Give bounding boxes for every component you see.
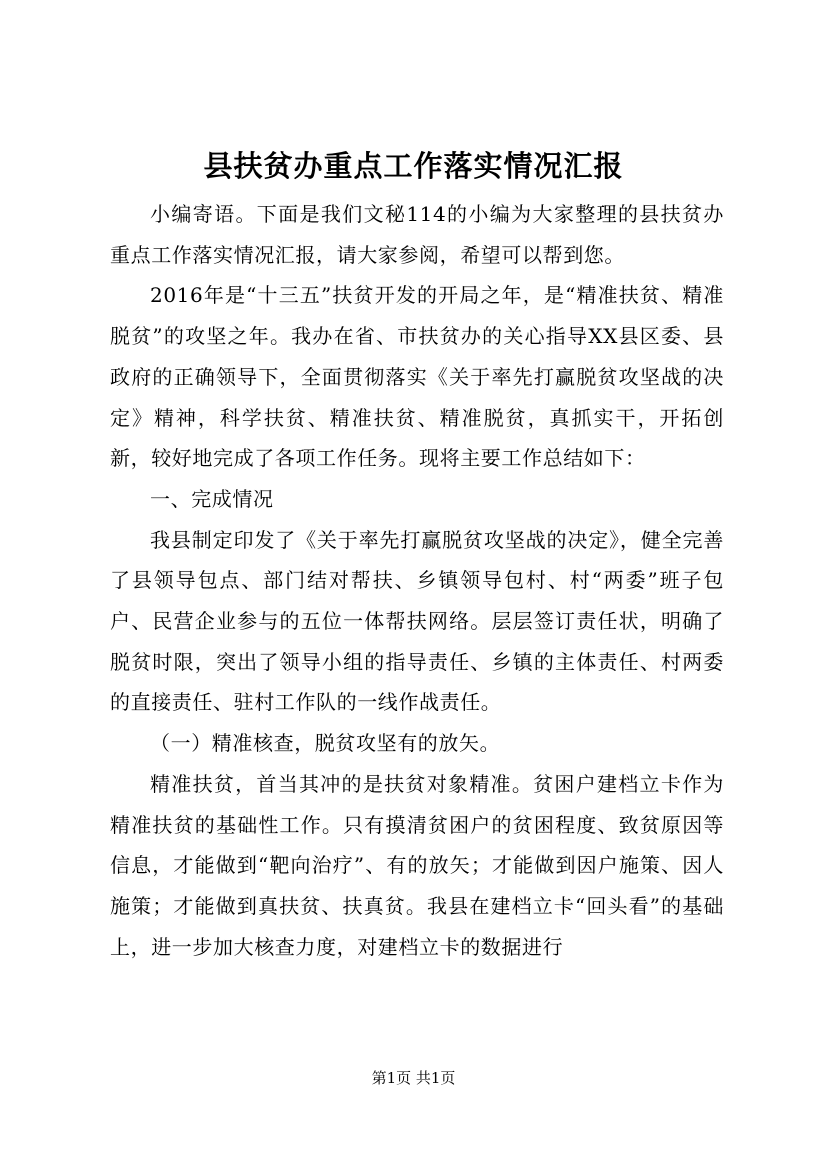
page-footer: 第1页 共1页	[371, 1069, 456, 1087]
paragraph-overview: 2016年是“十三五”扶贫开发的开局之年，是“精准扶贫、精准脱贫”的攻坚之年。我办在省、市扶贫办的关心指导XX县区委、县政府的正确领导下，全面贯彻落实《关于率先打赢脱贫攻坚战的决定》精神，科学扶贫、精准扶贫、精准脱贫，真抓实干，开拓创新，较好地完成了各项工作任务。现将主要工作总结如下：	[110, 283, 724, 471]
document-title: 县扶贫办重点工作落实情况汇报	[203, 149, 624, 183]
paragraph-intro: 小编寄语。下面是我们文秘114的小编为大家整理的县扶贫办重点工作落实情况汇报，请大家参阅，希望可以帮到您。	[110, 202, 724, 267]
section-heading-completion: 一、完成情况	[150, 486, 274, 511]
document-body	[110, 194, 724, 967]
subsection-heading-precise-check: （一）精准核查，脱贫攻坚有的放矢。	[150, 731, 501, 756]
paragraph-precise-check: 精准扶贫，首当其冲的是扶贫对象精准。贫困户建档立卡作为精准扶贫的基础性工作。只有摸清贫困户的贫困程度、致贫原因等信息，才能做到“靶向治疗”、有的放矢；才能做到因户施策、因人施策；才能做到真扶贫、扶真贫。我县在建档立卡“回头看”的基础上，进一步加大核查力度，对建档立卡的数据进行	[110, 771, 724, 959]
paragraph-completion: 我县制定印发了《关于率先打赢脱贫攻坚战的决定》，健全完善了县领导包点、部门结对帮扶、乡镇领导包村、村“两委”班子包户、民营企业参与的五位一体帮扶网络。层层签订责任状，明确了脱贫时限，突出了领导小组的指导责任、乡镇的主体责任、村两委的直接责任、驻村工作队的一线作战责任。	[110, 527, 724, 715]
